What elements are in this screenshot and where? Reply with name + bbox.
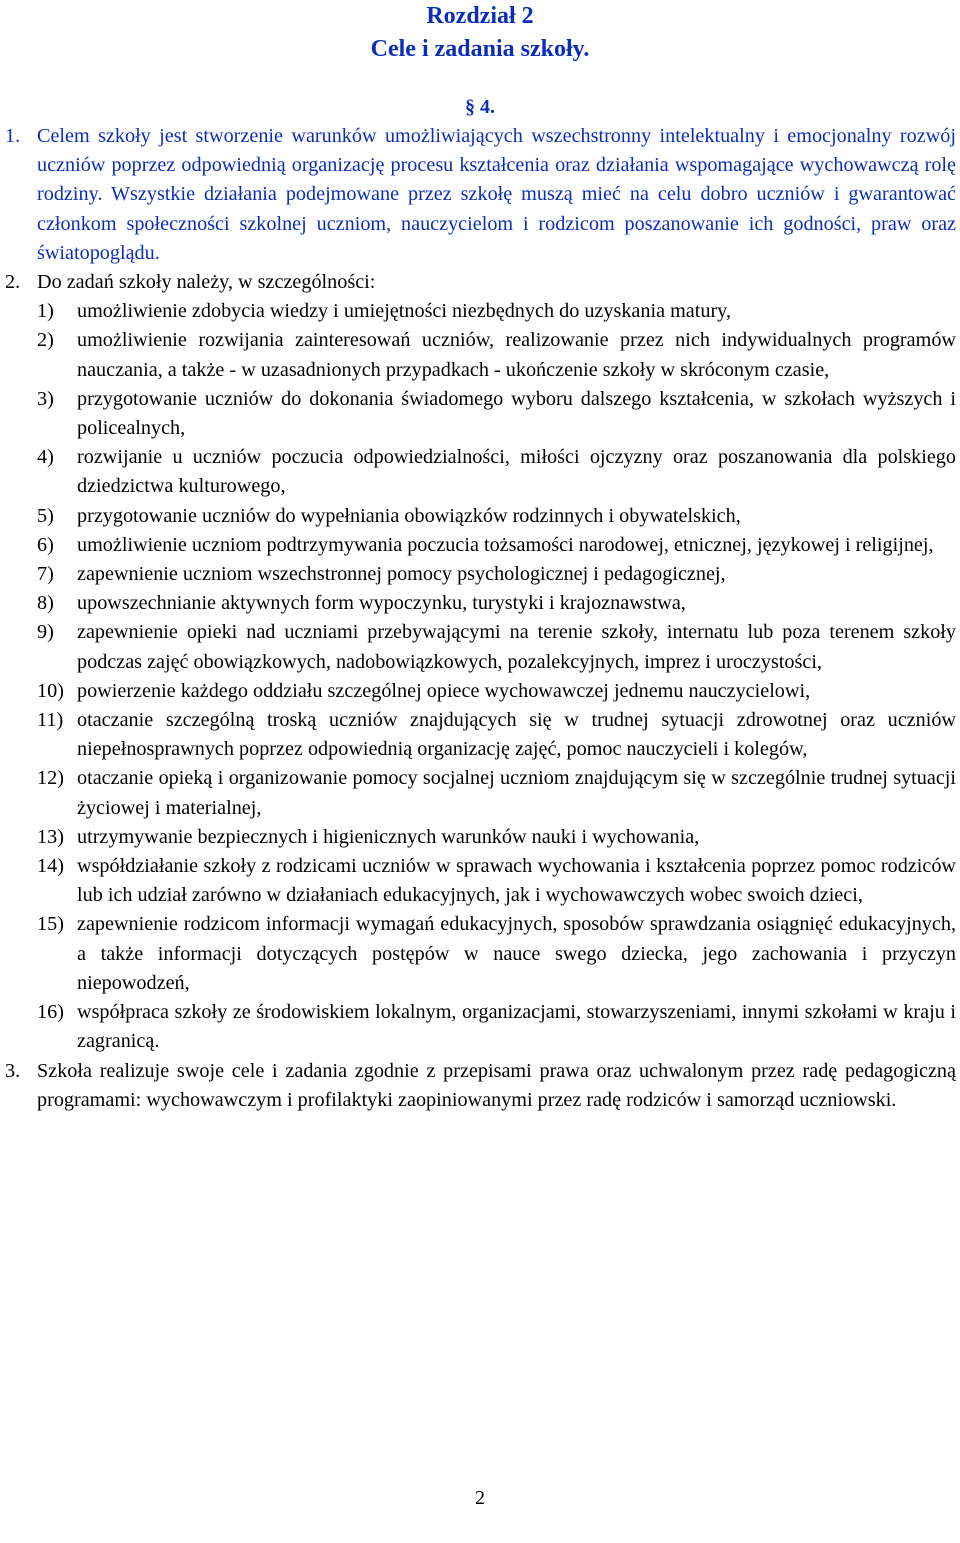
- list-item: [0, 297, 956, 326]
- list-item-number: 16): [37, 1001, 64, 1024]
- list-item: [0, 998, 956, 1056]
- list-item-text: powierzenie każdego oddziału szczególnej opiece wychowawczej jednemu nauczycielowi,: [77, 679, 811, 702]
- point-text: Celem szkoły jest stworzenie warunków umożliwiających wszechstronny intelektualny i emocjonalny rozwój uczniów poprzez odpowiednią organizację procesu kształcenia oraz działania wspomagające wychowawczą rolę rodziny. Wszystkie działania podejmowane przez szkołę muszą mieć na celu dobro uczniów i gwarantować członkom społeczności szkolnej uczniom, nauczycielom i rodzicom poszanowanie ich godności, praw oraz światopoglądu.: [37, 125, 956, 264]
- list-item-text: umożliwienie uczniom podtrzymywania poczucia tożsamości narodowej, etnicznej, językowej i religijnej,: [77, 533, 934, 556]
- list-item-text: zapewnienie uczniom wszechstronnej pomocy psychologicznej i pedagogicznej,: [77, 563, 726, 586]
- list-item: [0, 852, 956, 910]
- list-item: [0, 443, 956, 501]
- point-number: 3.: [5, 1059, 21, 1082]
- list-item-number: 12): [37, 767, 64, 790]
- list-item: [0, 706, 956, 764]
- list-item: [0, 618, 956, 676]
- point-1: [0, 122, 956, 268]
- list-item-number: 3): [37, 387, 54, 410]
- list-item-number: 2): [37, 329, 54, 352]
- list-item-number: 13): [37, 825, 64, 848]
- list-item-text: umożliwienie zdobycia wiedzy i umiejętności niezbędnych do uzyskania matury,: [77, 300, 732, 323]
- list-item: [0, 677, 956, 706]
- list-item: [0, 326, 956, 384]
- list-item-number: 11): [37, 709, 64, 732]
- list-item-text: zapewnienie rodzicom informacji wymagań edukacyjnych, sposobów sprawdzania osiągnięć edukacyjnych, a także informacji dotyczących postępów w nauce swego dziecka, jego zachowania i przyczyn niepowodzeń,: [77, 913, 956, 994]
- point-3: [0, 1057, 956, 1115]
- list-item-number: 6): [37, 533, 54, 556]
- list-item: [0, 764, 956, 822]
- list-item-text: zapewnienie opieki nad uczniami przebywającymi na terenie szkoły, internatu lub poza terenem szkoły podczas zajęć obowiązkowych, nadobowiązkowych, pozalekcyjnych, imprez i uroczystości,: [77, 621, 956, 673]
- list-item-text: współdziałanie szkoły z rodzicami uczniów w sprawach wychowania i kształcenia poprzez pomoc rodziców lub ich udział zarówno w działaniach edukacyjnych, jak i wychowawczych wobec swoich dzieci,: [77, 855, 956, 907]
- list-item-text: utrzymywanie bezpiecznych i higienicznych warunków nauki i wychowania,: [77, 825, 700, 848]
- chapter-title: Cele i zadania szkoły.: [370, 36, 590, 62]
- point-number: 1.: [5, 125, 21, 147]
- list-item-text: przygotowanie uczniów do dokonania świadomego wyboru dalszego kształcenia, w szkołach wyższych i policealnych,: [77, 387, 956, 440]
- list-item-text: umożliwienie rozwijania zainteresowań uczniów, realizowanie przez nich indywidualnych programów nauczania, a także - w uzasadnionych przypadkach - ukończenie szkoły w skróconym czasie,: [77, 329, 956, 381]
- list-item: [0, 385, 956, 443]
- list-item-number: 4): [37, 446, 54, 469]
- list-item: [0, 560, 956, 589]
- page-number: 2: [475, 1487, 485, 1509]
- list-item-text: przygotowanie uczniów do wypełniania obowiązków rodzinnych i obywatelskich,: [77, 504, 741, 527]
- list-item-number: 5): [37, 504, 54, 527]
- list-item-number: 8): [37, 592, 54, 615]
- document-body: [0, 122, 956, 1115]
- list-item-text: współpraca szkoły ze środowiskiem lokalnym, organizacjami, stowarzyszeniami, innymi szkołami w kraju i zagranicą.: [77, 1001, 956, 1053]
- list-item-text: otaczanie szczególną troską uczniów znajdujących się w trudnej sytuacji zdrowotnej oraz uczniów niepełnosprawnych poprzez odpowiednią organizację zajęć, pomoc nauczycieli i kolegów,: [77, 709, 956, 761]
- task-list: [0, 297, 956, 1056]
- list-item-number: 7): [37, 563, 54, 586]
- point-number: 2.: [5, 271, 21, 294]
- list-item-number: 1): [37, 300, 54, 323]
- list-item: [0, 823, 956, 852]
- list-item-text: rozwijanie u uczniów poczucia odpowiedzialności, miłości ojczyzny oraz poszanowania dla polskiego dziedzictwa kulturowego,: [77, 446, 956, 498]
- list-item-text: otaczanie opieką i organizowanie pomocy socjalnej uczniom znajdującym się w szczególnie trudnej sytuacji życiowej i materialnej,: [77, 767, 956, 819]
- section-mark: § 4.: [465, 96, 495, 118]
- chapter-number: Rozdział 2: [426, 3, 534, 29]
- list-item-number: 9): [37, 621, 54, 644]
- list-item-number: 10): [37, 679, 64, 702]
- list-item: [0, 589, 956, 618]
- point-text: Szkoła realizuje swoje cele i zadania zgodnie z przepisami prawa oraz uchwalonym przez radę pedagogiczną programami: wychowawczym i profilaktyki zaopiniowanymi przez radę rodziców i samorząd uczniowski.: [37, 1059, 956, 1111]
- point-2: [0, 268, 956, 297]
- chapter-heading: [0, 0, 960, 66]
- list-item-number: 15): [37, 913, 64, 936]
- list-item: [0, 531, 956, 560]
- list-item: [0, 910, 956, 998]
- list-item: [0, 502, 956, 531]
- list-item-text: upowszechnianie aktywnych form wypoczynku, turystyki i krajoznawstwa,: [77, 592, 686, 615]
- point-intro: Do zadań szkoły należy, w szczególności:: [37, 271, 376, 294]
- list-item-number: 14): [37, 855, 64, 878]
